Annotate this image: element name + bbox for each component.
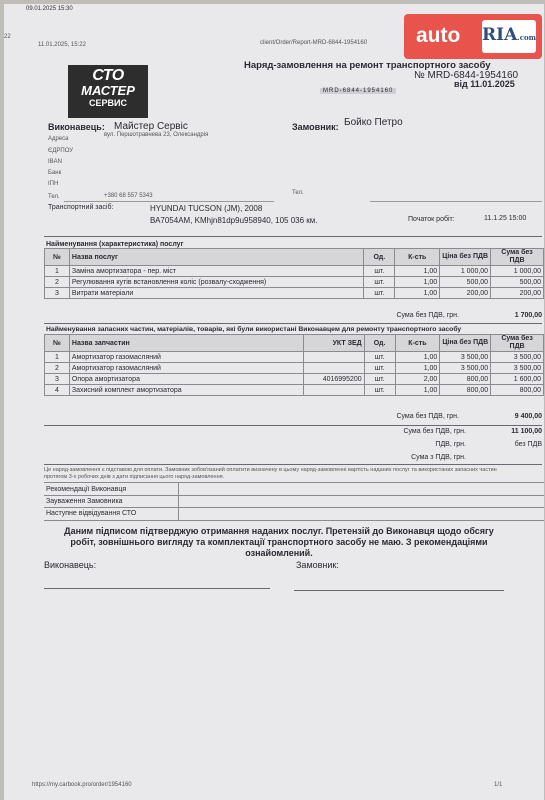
remark-label: Наступне відвідування СТО: [46, 510, 137, 517]
remarks-divider: [178, 482, 179, 520]
parts-cell: шт.: [364, 363, 395, 374]
parts-col-no: №: [45, 335, 70, 352]
parts-cell: 3 500,00: [491, 352, 544, 363]
parts-cell: 800,00: [440, 374, 491, 385]
divider-summary: [44, 464, 542, 465]
footer-page: 1/1: [494, 782, 503, 788]
parts-cell: [303, 385, 364, 396]
services-cell: 500,00: [440, 277, 491, 288]
services-table: [44, 248, 544, 299]
remark-label: Зауваження Замовника: [46, 498, 123, 505]
parts-cell: шт.: [364, 352, 395, 363]
services-col-price: Ціна без ПДВ: [440, 249, 491, 266]
parts-row: [45, 385, 544, 396]
watermark-ria-badge: [482, 20, 536, 53]
summary-label: Сума без ПДВ, грн.: [403, 428, 466, 435]
watermark-ria-suffix: .com: [517, 33, 537, 42]
parts-cell: 1,00: [395, 352, 440, 363]
doc-number: № MRD-6844-1954160: [414, 70, 519, 81]
iban-label: IBAN: [48, 159, 63, 165]
services-cell: 1 000,00: [491, 266, 544, 277]
customer-label: Замовник:: [292, 122, 339, 132]
print-stamp: 09.01.2025 15:30: [26, 6, 73, 12]
services-cell: 200,00: [440, 288, 491, 299]
executor-phone-label: Тел.: [48, 194, 60, 200]
parts-cell: Захисний комплект амортизатора: [69, 385, 303, 396]
parts-row: [45, 374, 544, 385]
edrpou-label: ЄДРПОУ: [48, 148, 74, 154]
customer-signature-label: Замовник:: [296, 560, 339, 570]
parts-section-title: Найменування запасних частин, матеріалів, товарів, які були використані Виконавцем для ремонту транспортного засобу: [46, 326, 462, 333]
remark-label: Рекомендації Виконавця: [46, 486, 127, 493]
services-col-no: №: [45, 249, 70, 266]
vehicle-details: ВА7054АМ, KMhjn81dp9u958940, 105 036 км.: [150, 216, 318, 225]
executor-phone: +380 68 557 5343: [104, 193, 153, 199]
parts-table: [44, 334, 544, 396]
bank-label: Банк: [48, 170, 62, 176]
barcode-text: MRD-6844-1954160: [320, 88, 396, 94]
doc-date: 11.01.2025, 15:22: [38, 42, 86, 48]
services-cell: 2: [45, 277, 70, 288]
logo-line-2: МАСТЕР: [81, 83, 135, 98]
parts-cell: [303, 363, 364, 374]
services-header-row: [45, 249, 544, 266]
parts-cell: Опора амортизатора: [69, 374, 303, 385]
certification-text: Даним підписом підтверджую отримання наданих послуг. Претензій до Виконавця щодо обсягу робіт, зовнішнього вигляду та комплектації транспортного засобу не маю. З рекомендаціями ознайомлений.: [64, 526, 494, 558]
parts-cell: 1,00: [395, 363, 440, 374]
services-section-title: Найменування (характеристика) послуг: [46, 241, 184, 248]
start-label: Початок робіт:: [408, 216, 455, 223]
summary-label: Сума з ПДВ, грн.: [411, 454, 466, 461]
services-row: [45, 277, 544, 288]
parts-col-qty: К-сть: [395, 335, 440, 352]
side-mark: 22: [4, 34, 11, 40]
services-cell: 3: [45, 288, 70, 299]
remarks-top-line: [44, 482, 544, 483]
services-col-sum: Сума без ПДВ: [491, 249, 544, 266]
services-cell: 500,00: [491, 277, 544, 288]
vehicle-label: Транспортний засіб:: [48, 204, 114, 211]
parts-cell: 800,00: [440, 385, 491, 396]
parts-cell: шт.: [364, 385, 395, 396]
parts-cell: 3 500,00: [440, 363, 491, 374]
summary-label: ПДВ, грн.: [435, 441, 466, 448]
parts-cell: шт.: [364, 374, 395, 385]
parts-cell: 1: [45, 352, 70, 363]
document-page: [4, 4, 544, 800]
services-total: 1 700,00: [514, 312, 542, 319]
doc-url-header: client/Order/Report-MRD-6844-1954160: [260, 40, 368, 46]
services-cell: 1,00: [395, 277, 440, 288]
customer-name: Бойко Петро: [344, 117, 403, 128]
services-cell: Витрати матеріали: [69, 288, 363, 299]
services-cell: 200,00: [491, 288, 544, 299]
remarks-bottom-line: [44, 520, 544, 521]
parts-header-row: [45, 335, 544, 352]
parts-col-sum: Сума без ПДВ: [491, 335, 544, 352]
customer-phone-line: [370, 201, 542, 202]
divider-services: [44, 323, 542, 324]
doc-from-date: від 11.01.2025: [454, 79, 515, 89]
autoria-watermark: [404, 14, 542, 59]
legal-note: Це наряд-замовлення є підставою для оплати. Замовник зобов'язаний оплатити визначену в цьому наряд-замовленні вартість наданих послуг та використаних запасних частин протягом 3-х робочих днів з дати підписання цього наряд-замовлення.: [44, 467, 497, 480]
parts-cell: 1,00: [395, 385, 440, 396]
executor-signature-line: [44, 588, 270, 589]
executor-signature-label: Виконавець:: [44, 560, 97, 570]
parts-total: 9 400,00: [514, 413, 542, 420]
executor-address: вул. Першотравнева 23, Олександрія: [104, 132, 209, 138]
address-label: Адреса: [48, 136, 69, 142]
parts-cell: 2: [45, 363, 70, 374]
customer-signature-line: [294, 590, 504, 591]
divider-parts: [44, 425, 542, 426]
services-col-qty: К-сть: [395, 249, 440, 266]
vehicle-model: HYUNDAI TUCSON (JM), 2008: [150, 204, 263, 213]
services-cell: 1,00: [395, 288, 440, 299]
footer-url: https://my.carbook.pro/order/1954160: [32, 782, 132, 788]
parts-cell: Амортизатор газомасляний: [69, 363, 303, 374]
parts-cell: 3 500,00: [440, 352, 491, 363]
company-logo: [68, 65, 148, 118]
services-cell: Заміна амортизатора - пер. міст: [69, 266, 363, 277]
customer-phone-label: Тел.: [292, 190, 304, 196]
parts-col-price: Ціна без ПДВ: [440, 335, 491, 352]
parts-cell: 1 600,00: [491, 374, 544, 385]
ipn-label: ІПН: [48, 181, 59, 187]
services-cell: 1: [45, 266, 70, 277]
services-cell: Регулювання кутів встановлення коліс (розвалу-сходження): [69, 277, 363, 288]
logo-line-1: СТО: [92, 67, 124, 84]
watermark-ria: RIA: [482, 25, 518, 45]
services-cell: шт.: [364, 288, 395, 299]
executor-phone-line: [64, 201, 274, 202]
start-time: 11.1.25 15:00: [484, 215, 527, 222]
parts-cell: 3 500,00: [491, 363, 544, 374]
parts-cell: 4016995200: [303, 374, 364, 385]
executor-name: Майстер Сервіс: [114, 121, 188, 132]
parts-total-label: Сума без ПДВ, грн.: [396, 413, 459, 420]
parts-col-uktzed: УКТ ЗЕД: [303, 335, 364, 352]
doc-title: Наряд-замовлення на ремонт транспортного засобу: [244, 60, 491, 71]
services-row: [45, 266, 544, 277]
divider-vehicle: [44, 236, 542, 237]
watermark-auto: auto: [416, 24, 461, 47]
parts-col-name: Назва запчастин: [69, 335, 303, 352]
services-row: [45, 288, 544, 299]
parts-cell: [303, 352, 364, 363]
remarks-line: [44, 507, 544, 508]
parts-cell: 800,00: [491, 385, 544, 396]
parts-cell: 4: [45, 385, 70, 396]
remarks-line: [44, 495, 544, 496]
services-cell: 1 000,00: [440, 266, 491, 277]
services-cell: шт.: [364, 277, 395, 288]
parts-cell: 2,00: [395, 374, 440, 385]
services-col-unit: Од.: [364, 249, 395, 266]
summary-value: без ПДВ: [514, 441, 542, 448]
services-cell: 1,00: [395, 266, 440, 277]
parts-col-unit: Од.: [364, 335, 395, 352]
summary-value: 11 100,00: [511, 428, 542, 435]
parts-cell: Амортизатор газомасляний: [69, 352, 303, 363]
parts-row: [45, 352, 544, 363]
services-col-name: Назва послуг: [69, 249, 363, 266]
services-total-label: Сума без ПДВ, грн.: [396, 312, 459, 319]
executor-label: Виконавець:: [48, 122, 105, 132]
logo-line-3: СЕРВИС: [89, 98, 127, 108]
services-cell: шт.: [364, 266, 395, 277]
parts-row: [45, 363, 544, 374]
parts-cell: 3: [45, 374, 70, 385]
